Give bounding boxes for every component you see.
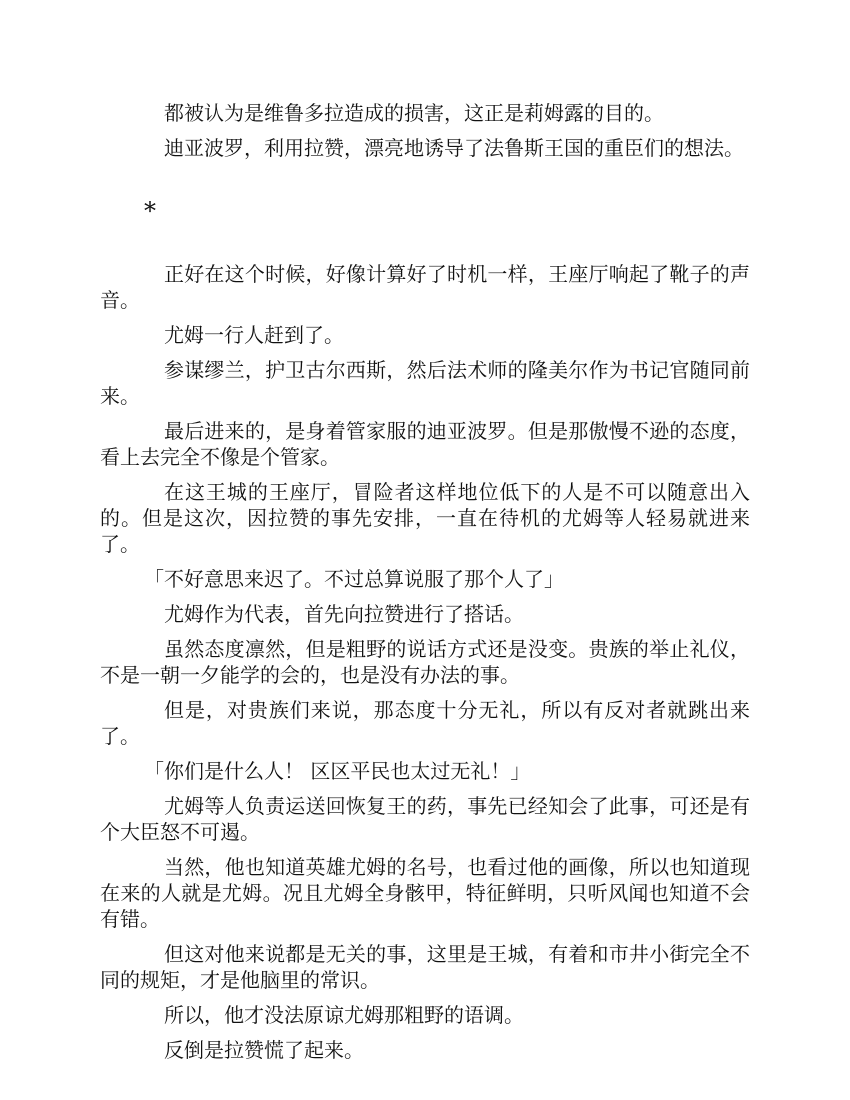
paragraph: 当然，他也知道英雄尤姆的名号，也看过他的画像，所以也知道现在来的人就是尤姆。况且尤姆全身骸甲，特征鲜明，只听风闻也知道不会有错。 xyxy=(100,855,750,931)
paragraph: 尤姆作为代表，首先向拉赞进行了搭话。 xyxy=(164,602,524,626)
paragraph: 都被认为是维鲁多拉造成的损害，这正是莉姆露的目的。 xyxy=(164,101,664,125)
dialogue-line: 「不好意思来迟了。不过总算说服了那个人了」 xyxy=(144,567,564,591)
paragraph: 迪亚波罗，利用拉赞，漂亮地诱导了法鲁斯王国的重臣们的想法。 xyxy=(164,136,744,160)
paragraph: 正好在这个时候，好像计算好了时机一样，王座厅响起了靴子的声音。 xyxy=(100,262,750,312)
paragraph: 反倒是拉赞慌了起来。 xyxy=(164,1038,364,1062)
section-separator: * xyxy=(144,197,156,225)
paragraph: 尤姆等人负责运送回恢复王的药，事先已经知会了此事，可还是有个大臣怒不可遏。 xyxy=(100,794,750,844)
paragraph: 在这王城的王座厅，冒险者这样地位低下的人是不可以随意出入的。但是这次，因拉赞的事先安排，一直在待机的尤姆等人轻易就进来了。 xyxy=(100,480,750,556)
paragraph: 但是，对贵族们来说，那态度十分无礼，所以有反对者就跳出来了。 xyxy=(100,698,750,748)
paragraph: 参谋缪兰，护卫古尔西斯，然后法术师的隆美尔作为书记官随同前来。 xyxy=(100,358,750,408)
document-page xyxy=(100,100,750,1072)
dialogue-line: 「你们是什么人！ 区区平民也太过无礼！」 xyxy=(144,759,531,783)
paragraph: 虽然态度凛然，但是粗野的说话方式还是没变。贵族的举止礼仪，不是一朝一夕能学的会的，也是没有办法的事。 xyxy=(100,637,750,687)
paragraph: 尤姆一行人赶到了。 xyxy=(164,323,344,347)
paragraph: 最后进来的，是身着管家服的迪亚波罗。但是那傲慢不逊的态度，看上去完全不像是个管家。 xyxy=(100,419,750,469)
paragraph: 但这对他来说都是无关的事，这里是王城，有着和市井小街完全不同的规矩，才是他脑里的常识。 xyxy=(100,942,750,992)
paragraph: 所以，他才没法原谅尤姆那粗野的语调。 xyxy=(164,1003,524,1027)
